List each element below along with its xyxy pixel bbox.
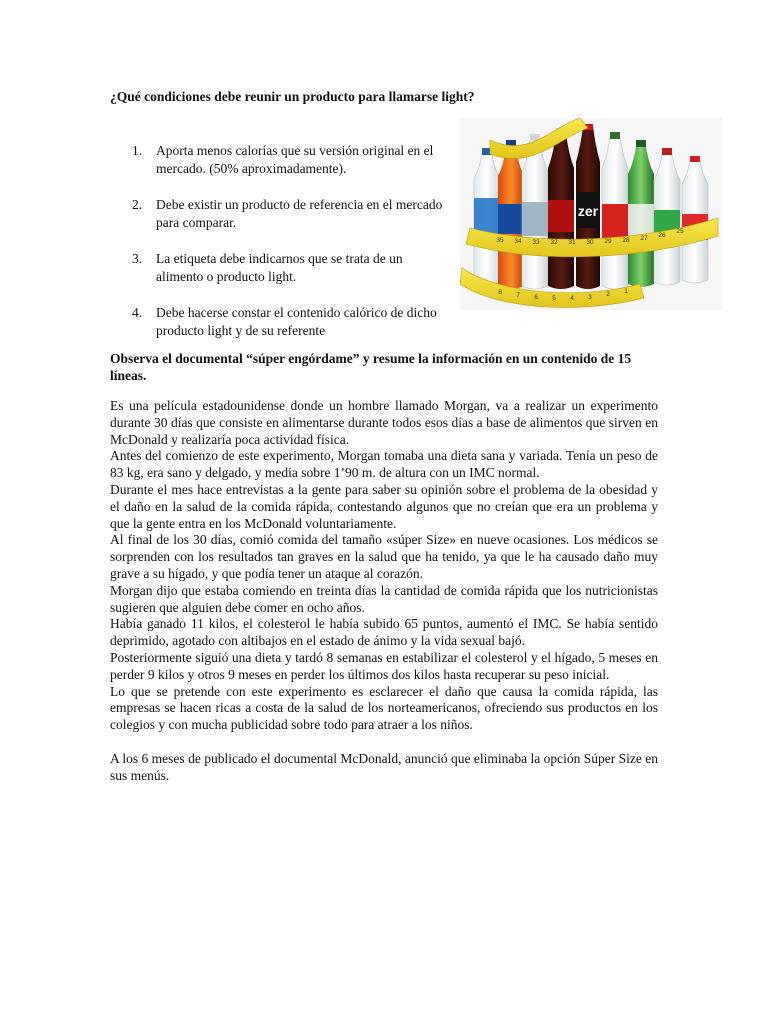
tape-number: 5 — [552, 295, 556, 302]
list-text: Aporta menos calorías que su versión original en el mercado. (50% aproximadamente). — [156, 143, 434, 176]
tape-number: 1 — [624, 288, 628, 295]
paragraph: Durante el mes hace entrevistas a la gente para saber su opinión sobre el problema de la obesidad y el daño en la salud de la comida rápida, contestando algunos que no creían que era un problema y que la gente entra en los McDonald voluntariamente. — [110, 481, 658, 531]
list-item — [110, 196, 450, 231]
question-title: ¿Qué condiciones debe reunir un producto para llamarse light? — [110, 89, 475, 104]
tape-number: 35 — [496, 237, 504, 244]
paragraph: A los 6 meses de publicado el documental McDonald, anunció que eliminaba la opción Súper Size en sus menús. — [110, 750, 658, 783]
tape-number: 3 — [588, 294, 592, 301]
paragraph: Es una película estadounidense donde un hombre llamado Morgan, va a realizar un experimento durante 30 días que consiste en alimentarse durante todos esos días a base de alimentos que sirven en McDonald y realizaría poca actividad física. — [110, 398, 658, 447]
tape-number: 33 — [532, 239, 540, 246]
tape-number: 32 — [550, 239, 558, 246]
tape-number: 4 — [570, 295, 574, 302]
list-text: La etiqueta debe indicarnos que se trata de un alimento o producto light. — [156, 251, 403, 284]
criteria-list — [110, 142, 450, 358]
tape-number: 31 — [568, 239, 576, 246]
tape-number: 30 — [586, 239, 594, 246]
tape-number: 7 — [516, 292, 520, 299]
tape-number: 34 — [514, 238, 522, 245]
bottles-measuring-tape-image — [460, 118, 722, 310]
list-number: 4. — [132, 305, 143, 320]
list-number: 1. — [132, 143, 143, 158]
can-label: zer — [577, 203, 599, 219]
tape-number: 8 — [498, 289, 502, 296]
paragraph: Había ganado 11 kilos, el colesterol le había subido 65 puntos, aumentó el IMC. Se había sentido deprimido, agotado con altibajos en el estado de ánimo y la vida sexual bajó. — [110, 616, 658, 649]
paragraph: Lo que se pretende con este experimento es esclarecer el daño que causa la comida rápida, las empresas se hacen ricas a costa de la salud de los norteamericanos, ofreciendo sus productos en los colegios y con mucha publicidad sobre todo para atraer a los niños. — [110, 683, 658, 733]
paragraph: Antes del comienzo de este experimento, Morgan tomaba una dieta sana y variada. Tenía un peso de 83 kg, era sano y delgado, y media sobre 1’90 m. de altura con un IMC normal. — [110, 448, 658, 481]
tape-number: 25 — [676, 228, 684, 235]
list-item — [110, 304, 450, 339]
list-number: 3. — [132, 251, 143, 266]
tape-number: 28 — [622, 237, 630, 244]
list-text: Debe hacerse constar el contenido calórico de dicho producto light y de su referente — [156, 305, 437, 338]
soda-bottles-illustration — [460, 118, 722, 310]
paragraph: Al final de los 30 días, comió comida del tamaño «súper Size» en nueve ocasiones. Los médicos se sorprenden con los resultados tan graves en la salud que ha tenido, ya que le ha causado daño muy grave a su hígado, y que podía tener un ataque al corazón. — [110, 532, 658, 581]
summary-body — [110, 398, 658, 785]
tape-number: 2 — [606, 291, 610, 298]
documentary-heading: Observa el documental “súper engórdame” y resume la información en un contenido de 15 líneas. — [110, 351, 632, 383]
list-item — [110, 142, 450, 177]
tape-number: 26 — [658, 232, 666, 239]
tape-number: 6 — [534, 294, 538, 301]
list-number: 2. — [132, 197, 143, 212]
paragraph: Posteriormente siguió una dieta y tardó 8 semanas en estabilizar el colesterol y el hígado, 5 meses en perder 9 kilos y otros 9 meses en perder los últimos dos kilos hasta recuperar su peso inicial. — [110, 649, 658, 682]
list-text: Debe existir un producto de referencia en el mercado para comparar. — [156, 197, 443, 230]
tape-number: 27 — [640, 235, 648, 242]
list-item — [110, 250, 450, 285]
tape-number: 29 — [604, 238, 612, 245]
paragraph: Morgan dijo que estaba comiendo en treinta días la cantidad de comida rápida que los nutricionistas sugieren que alguien debe comer en ocho años. — [110, 582, 658, 615]
